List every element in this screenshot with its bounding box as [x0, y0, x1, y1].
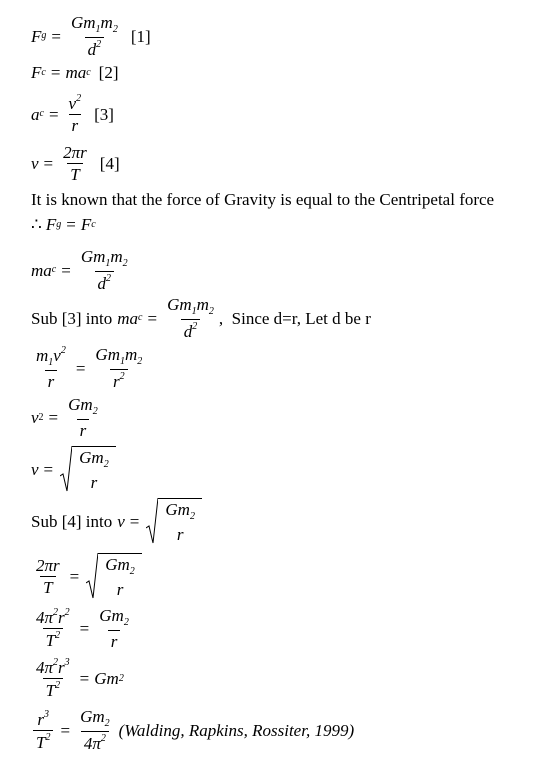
step-f [31, 658, 124, 699]
numerator [33, 608, 73, 628]
subscript: 2 [208, 306, 214, 317]
num-text: Gm [80, 707, 105, 726]
num-text: Gm [79, 448, 104, 467]
subscript: 1 [95, 24, 101, 35]
denominator [43, 678, 63, 699]
radical-sign-icon [86, 553, 98, 599]
den-text: d [183, 322, 193, 341]
num-text: m [110, 247, 123, 266]
numerator [92, 346, 145, 369]
numerator: 2πr [63, 143, 87, 162]
sub-prefix: Sub [4] into [31, 511, 113, 531]
square-root [60, 446, 116, 492]
numerator [34, 710, 52, 730]
equals-sign: = [51, 26, 61, 46]
fraction [102, 556, 138, 598]
fraction [65, 396, 101, 439]
symbol: a [31, 104, 40, 124]
subscript: 2 [123, 617, 129, 628]
subscript: c [39, 108, 44, 119]
fraction [162, 501, 198, 543]
superscript: 2 [55, 680, 61, 691]
equals-sign: = [69, 566, 80, 586]
symbol: v [31, 154, 39, 173]
superscript: 3 [64, 657, 70, 668]
equation-ma-c [31, 248, 133, 292]
superscript: 2 [53, 657, 59, 668]
equation-4 [31, 144, 120, 183]
numerator [102, 556, 138, 579]
num-text: v [68, 94, 77, 113]
equation-ref: [1] [130, 26, 151, 46]
subscript: 1 [48, 357, 54, 368]
subscript: 2 [137, 356, 143, 367]
equals-sign: = [79, 619, 90, 638]
subscript: c [41, 66, 46, 78]
citation: (Walding, Rapkins, Rossiter, 1999) [118, 720, 355, 740]
denominator: T [67, 163, 82, 183]
superscript: 2 [76, 93, 82, 104]
therefore-line [31, 216, 96, 233]
symbol: F [31, 63, 42, 82]
fraction [77, 708, 113, 752]
superscript: 2 [55, 630, 61, 641]
denominator [85, 37, 105, 58]
denominator [95, 271, 115, 292]
num-text: Gm [105, 555, 130, 574]
fraction [76, 449, 112, 491]
equation-3 [31, 94, 114, 134]
denominator [110, 369, 128, 390]
symbol: v [117, 511, 125, 531]
symbol: Gm [94, 669, 119, 688]
num-text: Gm [68, 395, 93, 414]
symbol: F [31, 26, 42, 46]
equals-sign: = [147, 308, 158, 328]
superscript: 2 [192, 321, 198, 332]
den-text: T [45, 631, 56, 650]
denominator: r [176, 525, 184, 544]
equals-sign: = [43, 459, 54, 479]
subscript: c [138, 312, 143, 323]
fraction [33, 557, 63, 596]
substitution-3-line [31, 296, 371, 340]
radicand [98, 553, 142, 599]
fraction [92, 346, 145, 390]
fraction [68, 14, 121, 58]
num-text: 4π [36, 608, 54, 627]
den-text: T [36, 732, 46, 752]
subscript: 1 [119, 356, 125, 367]
equals-sign: = [61, 260, 71, 280]
numerator [96, 607, 132, 630]
step-c [31, 446, 116, 492]
subscript: g [56, 218, 62, 230]
radical-sign-icon [146, 498, 158, 544]
statement-text: It is known that the force of Gravity is equal to the Centripetal force [31, 190, 495, 209]
subscript: 2 [104, 718, 110, 729]
square-root [146, 498, 202, 544]
denominator: r [45, 370, 58, 390]
num-text: Gm [70, 13, 96, 32]
radicand [158, 498, 202, 544]
num-text: r [37, 709, 45, 729]
subscript: 2 [122, 258, 128, 269]
superscript: 2 [106, 273, 111, 284]
fraction [33, 710, 53, 751]
den-text: d [87, 40, 97, 59]
denominator: r [116, 580, 124, 599]
numerator [33, 346, 69, 370]
numerator [65, 396, 101, 419]
denominator: r [69, 114, 82, 134]
denominator [43, 628, 63, 649]
equation-ref: [3] [94, 104, 114, 124]
subscript: 1 [105, 258, 111, 269]
therefore-symbol: ∴ [31, 215, 42, 234]
fraction [60, 144, 90, 183]
sub-suffix: , Since d=r, Let d be r [218, 308, 371, 328]
num-text: r [58, 658, 65, 677]
numerator [78, 248, 131, 271]
fraction [33, 658, 73, 699]
equals-sign: = [48, 408, 59, 427]
num-text: Gm [80, 247, 106, 266]
subscript: 2 [129, 566, 135, 577]
subscript: 2 [103, 459, 109, 470]
symbol: F [45, 215, 57, 234]
numerator [77, 708, 113, 731]
subscript: 1 [191, 306, 197, 317]
equals-sign: = [129, 511, 140, 531]
denominator [181, 319, 201, 340]
fraction [33, 346, 69, 390]
step-g [31, 708, 354, 752]
equals-sign: = [75, 358, 86, 378]
subscript: g [41, 30, 47, 41]
fraction [96, 607, 132, 650]
den-text: d [97, 274, 106, 293]
step-a [31, 346, 147, 390]
square-root [86, 553, 142, 599]
fraction [78, 248, 131, 292]
symbol: ma [31, 260, 52, 280]
symbol: ma [65, 63, 87, 82]
denominator: T [40, 576, 55, 596]
num-text: m [196, 295, 209, 314]
denominator: r [90, 473, 98, 492]
statement-line [31, 191, 494, 208]
subscript: c [91, 218, 96, 230]
equals-sign: = [48, 104, 59, 124]
equals-sign: = [60, 720, 71, 740]
fraction [164, 296, 217, 340]
radicand [72, 446, 116, 492]
subscript: 2 [92, 406, 98, 417]
denominator [33, 730, 53, 751]
den-text: T [45, 681, 56, 700]
radical-sign-icon [60, 446, 72, 492]
num-text: r [58, 608, 65, 627]
superscript: 3 [44, 708, 50, 720]
equation-ref: [4] [99, 154, 120, 173]
den-text: 4π [83, 734, 101, 753]
substitution-4-line [31, 498, 202, 544]
superscript: 2 [100, 733, 106, 744]
num-text: Gm [167, 295, 192, 314]
equation-1 [31, 14, 151, 58]
numerator [162, 501, 198, 524]
fraction [66, 94, 85, 134]
equation-ref: [2] [98, 63, 119, 82]
denominator: r [108, 630, 121, 650]
numerator [164, 296, 217, 319]
equals-sign: = [43, 154, 54, 173]
sub-prefix: Sub [3] into [31, 308, 113, 328]
num-text: Gm [165, 500, 190, 519]
subscript: 2 [189, 511, 195, 522]
numerator [33, 658, 73, 678]
subscript: c [51, 264, 57, 275]
equals-sign: = [50, 63, 61, 82]
denominator [81, 731, 109, 752]
step-e [31, 607, 134, 650]
subscript: 2 [118, 672, 124, 684]
step-d [31, 553, 142, 599]
superscript: 2 [64, 607, 70, 618]
num-text: m [100, 13, 113, 32]
den-text: r [113, 372, 120, 391]
superscript: 2 [60, 345, 66, 356]
fraction [33, 608, 73, 649]
subscript: c [86, 66, 91, 78]
num-text: Gm [95, 345, 120, 364]
equation-2 [31, 64, 119, 81]
num-text: v [53, 346, 61, 365]
step-b [31, 396, 103, 439]
subscript: 2 [112, 24, 118, 35]
symbol: v [31, 459, 39, 479]
num-text: 4π [36, 658, 54, 677]
numerator [76, 449, 112, 472]
superscript: 2 [96, 39, 102, 50]
superscript: 2 [53, 607, 59, 618]
equals-sign: = [79, 669, 90, 688]
equals-sign: = [66, 215, 76, 234]
num-text: m [124, 345, 138, 364]
numerator [66, 94, 85, 114]
superscript: 2 [45, 731, 51, 743]
num-text: Gm [99, 606, 124, 625]
num-text: m [36, 346, 49, 365]
symbol: ma [117, 308, 139, 328]
symbol: v [31, 408, 39, 427]
denominator: r [77, 419, 90, 439]
superscript: 2 [119, 371, 125, 382]
numerator: 2πr [36, 555, 60, 575]
numerator [68, 14, 121, 37]
symbol: F [80, 215, 92, 234]
superscript: 2 [38, 411, 44, 423]
